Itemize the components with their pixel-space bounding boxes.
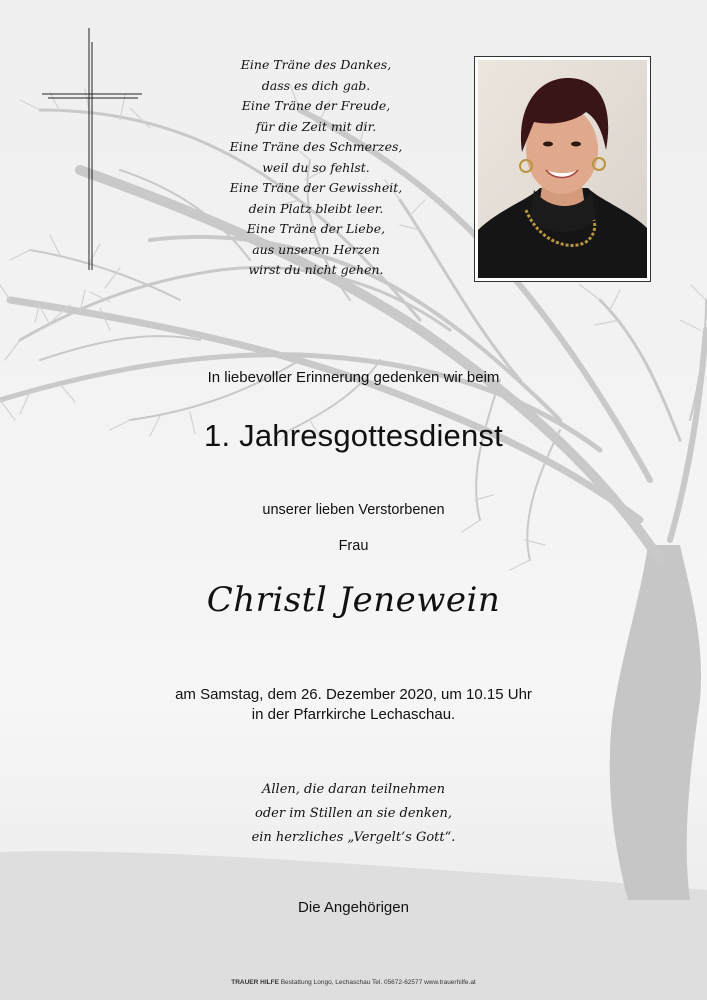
poem-line: Eine Träne der Gewissheit,: [229, 180, 403, 195]
footer: [0, 979, 707, 986]
date-line: am Samstag, dem 26. Dezember 2020, um 10.15 Uhr: [175, 686, 532, 703]
poem-line: dass es dich gab.: [261, 77, 371, 93]
salutation-text: Frau: [338, 538, 369, 554]
closing-line: Allen, die daran teilnehmen: [262, 782, 445, 797]
place-line: in der Pfarrkirche Lechaschau.: [251, 706, 456, 723]
portrait-frame: [474, 56, 651, 282]
closing-line: ein herzliches „Vergelt‘s Gott“.: [251, 830, 456, 845]
poem-line: Eine Träne des Schmerzes,: [229, 139, 403, 154]
service-title: 1. Jahresgottesdienst: [204, 418, 503, 453]
cross-icon: [42, 28, 142, 270]
poem-line: dein Platz bleibt leer.: [248, 200, 384, 216]
memorial-poem: [196, 55, 436, 281]
portrait-photo: [478, 60, 647, 278]
deceased-name: Christl Jenewein: [206, 580, 501, 620]
footer-text: Bestattung Longo, Lechaschau Tel. 05672-62577 www.trauerhilfe.at: [280, 979, 476, 986]
poem-line: für die Zeit mit dir.: [255, 118, 377, 134]
closing-line: oder im Stillen an sie denken,: [255, 806, 452, 821]
intro-text: In liebevoller Erinnerung gedenken wir beim: [207, 369, 500, 386]
poem-line: aus unseren Herzen: [252, 241, 380, 257]
family-signature: Die Angehörigen: [298, 899, 409, 916]
poem-line: Eine Träne der Liebe,: [246, 221, 386, 236]
footer-brand: TRAUER HILFE: [231, 979, 279, 986]
poem-line: Eine Träne der Freude,: [241, 98, 391, 113]
subtitle-text: unserer lieben Verstorbenen: [262, 502, 445, 518]
poem-line: wirst du nicht gehen.: [248, 262, 384, 277]
poem-line: weil du so fehlst.: [262, 159, 370, 175]
poem-line: Eine Träne des Dankes,: [240, 57, 392, 72]
